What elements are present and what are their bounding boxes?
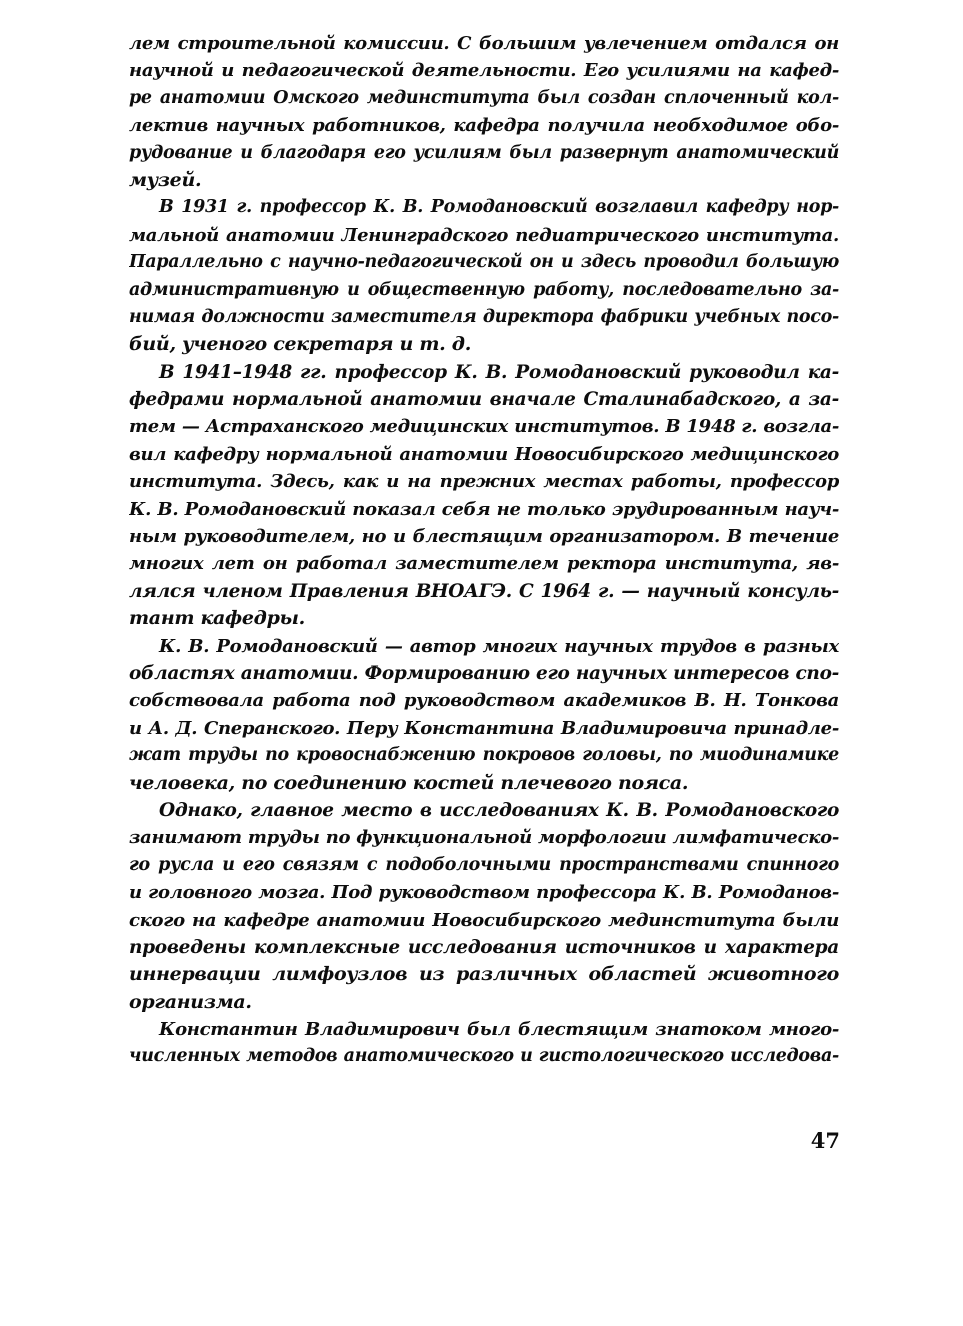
text-line: иннервации лимфоузлов из различных областей животного [129, 963, 839, 986]
text-line: Константин Владимирович был блестящим знатоком много- [159, 1019, 839, 1041]
text-line: В 1931 г. профессор К. В. Ромодановский возглавил кафедру нор- [159, 197, 839, 218]
body-text [129, 30, 839, 1071]
text-line: лем строительной комиссии. С большим увлечением отдался он [129, 33, 839, 54]
text-line: федрами нормальной анатомии вначале Сталинабадского, а за- [129, 389, 839, 411]
page-number: 47 [810, 1128, 840, 1153]
text-line: Однако, главное место в исследованиях К. В. Ромодановского [159, 799, 839, 821]
text-line: лектив научных работников, кафедра получила необходимое обо- [129, 115, 839, 137]
text-line: и А. Д. Сперанского. Перу Константина Владимировича принадле- [129, 717, 839, 739]
text-line: ского на кафедре анатомии Новосибирского мединститута были [129, 909, 839, 931]
text-line: тант кафедры. [129, 607, 305, 630]
text-line: бий, ученого секретаря и т. д. [129, 333, 472, 356]
text-line: рудование и благодаря его усилиям был развернут анатомический [129, 142, 839, 163]
text-line: организма. [129, 990, 252, 1013]
text-line: занимают труды по функциональной морфологии лимфатическо- [129, 827, 839, 849]
text-line: лялся членом Правления ВНОАГЭ. С 1964 г. — научный консуль- [129, 580, 839, 602]
text-line: ре анатомии Омского мединститута был создан сплоченный кол- [129, 87, 839, 108]
text-line: многих лет он работал заместителем ректора института, яв- [129, 553, 839, 575]
text-line: и головного мозга. Под руководством профессора К. В. Ромоданов- [129, 882, 839, 904]
text-line: научной и педагогической деятельности. Его усилиями на кафед- [129, 60, 839, 82]
text-line: Параллельно с научно-педагогической он и здесь проводил большую [129, 252, 839, 273]
text-line: го русла и его связям с подоболочными пространствами спинного [129, 854, 839, 875]
text-line: численных методов анатомического и гистологического исследова- [129, 1046, 839, 1067]
text-line: жат труды по кровоснабжению покровов головы, по миодинамике [129, 745, 839, 766]
text-line: института. Здесь, как и на прежних местах работы, профессор [129, 471, 839, 493]
text-line: областях анатомии. Формированию его научных интересов спо- [129, 662, 839, 684]
text-line: В 1941–1948 гг. профессор К. В. Ромодановский руководил ка- [159, 361, 839, 383]
text-line: проведены комплексные исследования источников и характера [129, 936, 839, 958]
text-line: административную и общественную работу, последовательно за- [129, 279, 839, 300]
text-line: тем — Астраханского медицинских институтов. В 1948 г. возгла- [129, 416, 839, 438]
text-line: вил кафедру нормальной анатомии Новосибирского медицинского [129, 443, 839, 465]
text-line: К. В. Ромодановский показал себя не только эрудированным науч- [129, 498, 839, 520]
text-line: нимая должности заместителя директора фабрики учебных посо- [129, 306, 839, 327]
text-line: К. В. Ромодановский — автор многих научных трудов в разных [159, 635, 839, 657]
text-line: музей. [129, 168, 202, 191]
text-line: собствовала работа под руководством академиков В. Н. Тонкова [129, 690, 839, 712]
text-line: мальной анатомии Ленинградского педиатрического института. [129, 224, 839, 246]
text-line: человека, по соединению костей плечевого пояса. [129, 771, 689, 794]
text-line: ным руководителем, но и блестящим организатором. В течение [129, 526, 839, 548]
